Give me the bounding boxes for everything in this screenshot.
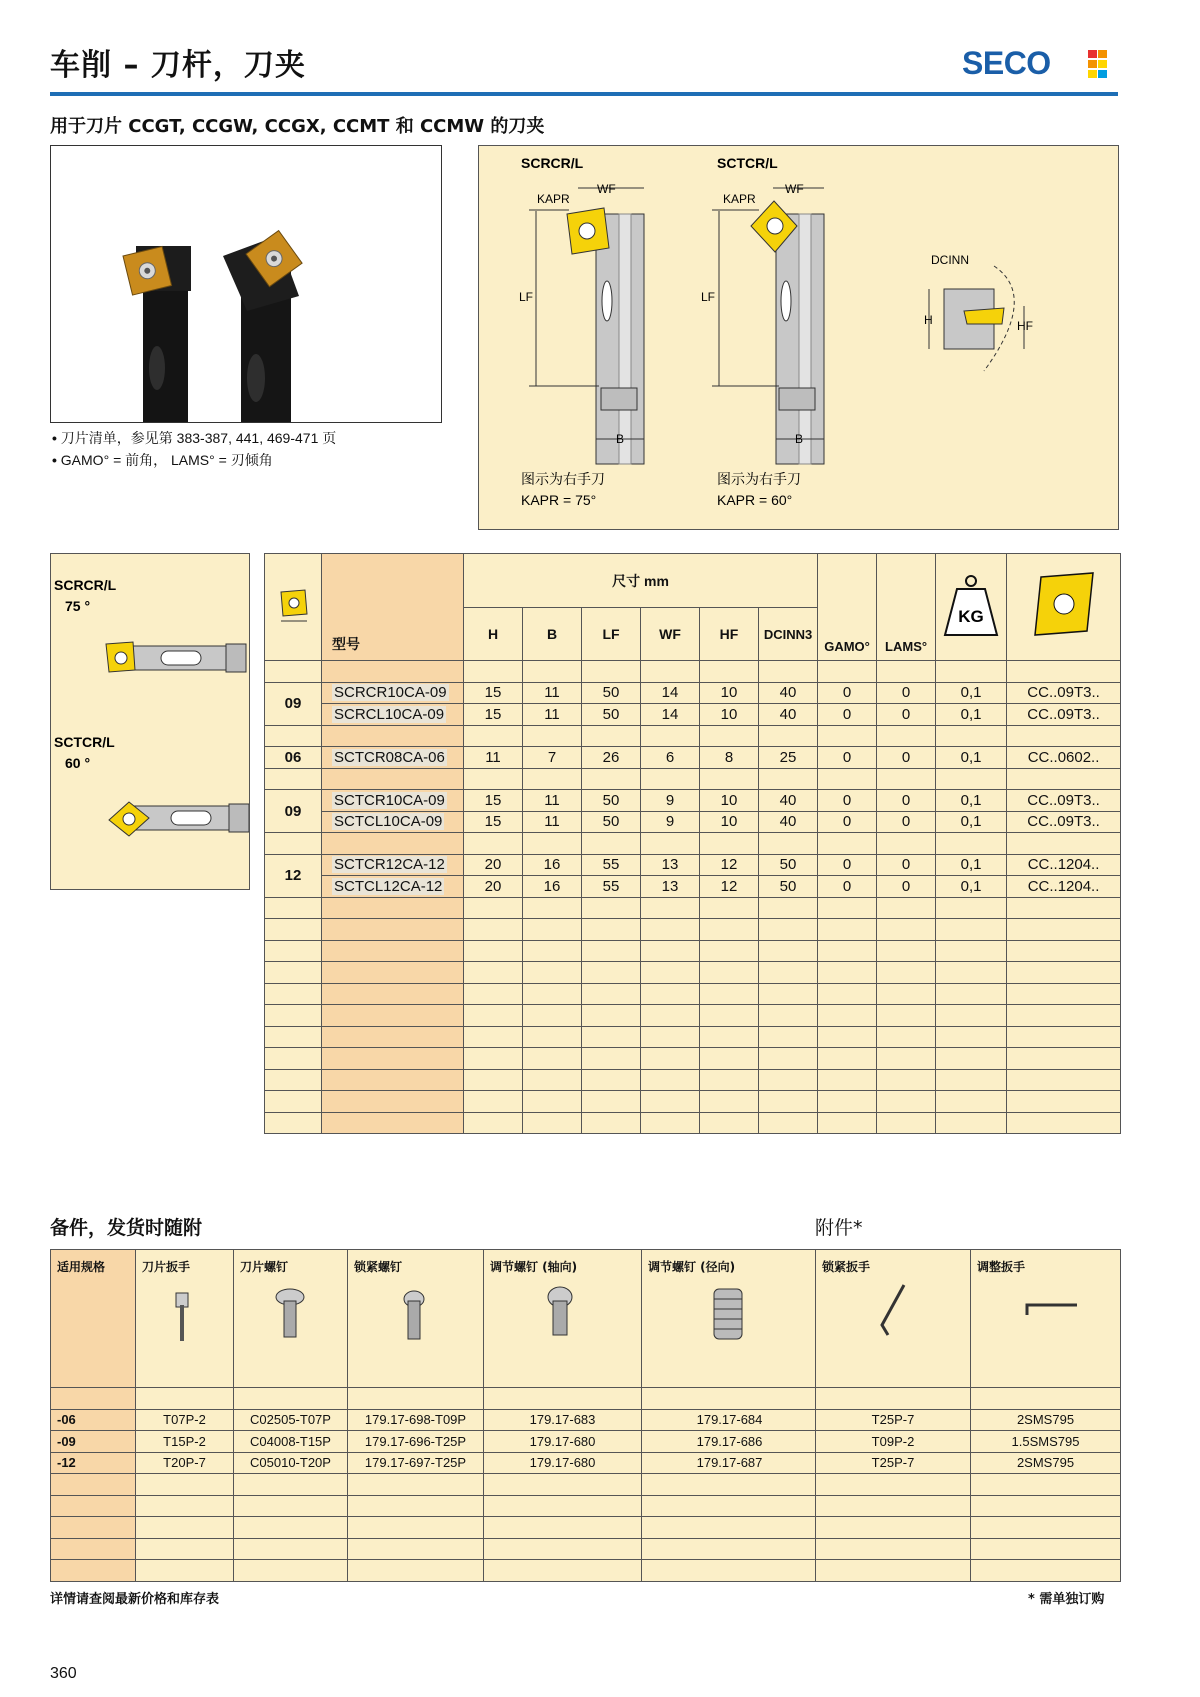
parts-row: -12 T20P-7 C05010-T20P 179.17-697-T25P 179.17-680 179.17-687	[51, 1452, 818, 1474]
insert-screw-icon	[240, 1275, 340, 1355]
sctcr-holder-icon	[109, 802, 249, 836]
table-row: 06 SCTCR08CA-06 11 7 26 6 8 25 0 0 0,1 CC..0602..	[265, 747, 1121, 769]
insert-key-header: 刀片扳手	[136, 1250, 234, 1388]
axial-screw-header: 调节螺钉 (轴向)	[484, 1250, 642, 1388]
svg-text:H: H	[924, 313, 933, 327]
svg-text:KG: KG	[958, 606, 984, 626]
table-row: 09 SCTCR10CA-09 15 11 50 9 10 40 0 0 0,1 CC..09T3..	[265, 790, 1121, 812]
sctcr-drawing	[701, 182, 824, 464]
clamp-key-icon	[822, 1275, 962, 1355]
diagram-left-title: SCRCR/L	[521, 155, 584, 171]
svg-text:60 °: 60 °	[65, 755, 91, 771]
model-code: SCTCR12CA-12	[334, 856, 445, 874]
scrcr-holder-icon	[106, 642, 246, 672]
accessory-row: T25P-7 2SMS795	[816, 1452, 1121, 1474]
hf-header: HF	[700, 608, 759, 661]
empty-row	[265, 1069, 1121, 1091]
empty-row	[265, 1091, 1121, 1113]
header-rule	[50, 92, 1118, 96]
right-caption-1: 图示为右手刀	[717, 471, 801, 487]
model-header: 型号	[322, 554, 464, 661]
model-code: SCTCL12CA-12	[334, 877, 443, 895]
accessory-row: T25P-7 2SMS795	[816, 1409, 1121, 1431]
insert-icon	[1029, 571, 1099, 641]
wf-header: WF	[641, 608, 700, 661]
page-title: 车削 – 刀杆，刀夹	[50, 48, 306, 83]
torx-key-icon	[142, 1275, 222, 1355]
clamp-key-header: 锁紧扳手	[816, 1250, 971, 1388]
radial-screw-header: 调节螺钉 (径向)	[642, 1250, 818, 1388]
model-code: SCTCR08CA-06	[334, 748, 445, 766]
holder-table	[264, 553, 1121, 1134]
empty-row	[265, 962, 1121, 984]
svg-text:HF: HF	[1017, 319, 1033, 333]
gamo-header: GAMO°	[818, 554, 877, 661]
lams-header: LAMS°	[877, 554, 936, 661]
empty-row	[265, 919, 1121, 941]
insert-size-cell: 06	[265, 747, 322, 769]
empty-row	[265, 940, 1121, 962]
clamp-screw-header: 锁紧螺钉	[348, 1250, 484, 1388]
table-row: 09 SCRCR10CA-09 15 11 50 14 10 40 0 0 0,1 CC..09T3..	[265, 682, 1121, 704]
empty-row	[265, 983, 1121, 1005]
page-number: 360	[50, 1665, 77, 1682]
svg-text:DCINN: DCINN	[931, 253, 969, 267]
weight-header	[936, 554, 1007, 661]
insert-size-header	[265, 554, 322, 661]
left-caption-1: 图示为右手刀	[521, 471, 605, 487]
svg-text:WF: WF	[597, 182, 616, 196]
dimensions-group-header: 尺寸 mm	[464, 554, 818, 608]
parts-row: -09 T15P-2 C04008-T15P 179.17-696-T25P 179.17-680 179.17-686	[51, 1431, 818, 1453]
empty-row	[265, 1112, 1121, 1134]
model-code: SCRCR10CA-09	[334, 684, 447, 702]
adjust-key-header: 调整扳手	[971, 1250, 1121, 1388]
product-photo	[50, 145, 442, 423]
note-item: • 刀片清单，参见第 383-387, 441, 469-471 页	[52, 427, 336, 449]
empty-row	[265, 1026, 1121, 1048]
model-code: SCTCL10CA-09	[334, 813, 443, 831]
dimension-diagram	[478, 145, 1119, 530]
diagram-right-title: SCTCR/L	[717, 155, 778, 171]
left-caption-2: KAPR = 75°	[521, 492, 597, 508]
accessory-row: T09P-2 1.5SMS795	[816, 1431, 1121, 1453]
h-header: H	[464, 608, 523, 661]
svg-text:LF: LF	[701, 290, 716, 304]
svg-text:SCTCR/L: SCTCR/L	[54, 734, 115, 750]
svg-text:KAPR: KAPR	[537, 192, 570, 206]
insert-size-cell: 09	[265, 682, 322, 725]
page-subtitle: 用于刀片 CCGT, CCGW, CCGX, CCMT 和 CCMW 的刀夹	[50, 116, 545, 137]
b-header: B	[523, 608, 582, 661]
empty-row	[265, 1048, 1121, 1070]
insert-size-icon	[275, 588, 311, 624]
radial-screw-icon	[648, 1275, 808, 1355]
spare-parts-table	[50, 1249, 818, 1582]
spec-header: 适用规格	[51, 1250, 136, 1388]
table-row: SCTCL12CA-12 20 16 55 13 12 50 0 0 0,1 CC..1204..	[265, 876, 1121, 898]
parts-row: -06 T07P-2 C02505-T07P 179.17-698-T09P 179.17-683 179.17-684	[51, 1409, 818, 1431]
svg-text:75 °: 75 °	[65, 598, 91, 614]
svg-text:LF: LF	[519, 290, 534, 304]
spare-parts-title: 备件，发货时随附	[50, 1217, 203, 1239]
notes-list	[52, 427, 336, 471]
insert-size-cell: 09	[265, 790, 322, 833]
clamp-screw-icon	[354, 1275, 474, 1355]
svg-text:WF: WF	[785, 182, 804, 196]
insert-screw-header: 刀片螺钉	[234, 1250, 348, 1388]
empty-row	[265, 897, 1121, 919]
axial-screw-icon	[490, 1275, 630, 1355]
accessories-title: 附件*	[815, 1217, 863, 1239]
note-item: • GAMO° = 前角， LAMS° = 刃倾角	[52, 449, 336, 471]
accessories-table	[815, 1249, 1121, 1582]
svg-text:SCRCR/L: SCRCR/L	[54, 577, 117, 593]
end-view-drawing	[924, 253, 1033, 371]
insert-header	[1007, 554, 1121, 661]
brand-logo: SECO	[962, 45, 1051, 81]
insert-size-cell: 12	[265, 854, 322, 897]
footer-note: 详情请查阅最新价格和库存表	[50, 1592, 220, 1607]
lf-header: LF	[582, 608, 641, 661]
scrcr-drawing	[519, 182, 644, 464]
brand-logo-mark-icon	[1088, 50, 1118, 78]
svg-text:KAPR: KAPR	[723, 192, 756, 206]
model-code: SCRCL10CA-09	[334, 705, 445, 723]
svg-text:B: B	[616, 432, 625, 446]
right-caption-2: KAPR = 60°	[717, 492, 793, 508]
table-row: SCRCL10CA-09 15 11 50 14 10 40 0 0 0,1 CC..09T3..	[265, 704, 1121, 726]
weight-icon	[943, 573, 999, 639]
holder-style-panel	[50, 553, 250, 890]
model-code: SCTCR10CA-09	[334, 791, 445, 809]
empty-row	[265, 1005, 1121, 1027]
svg-text:B: B	[795, 432, 804, 446]
table-row: SCTCL10CA-09 15 11 50 9 10 40 0 0 0,1 CC..09T3..	[265, 811, 1121, 833]
table-row: 12 SCTCR12CA-12 20 16 55 13 12 50 0 0 0,1 CC..1204..	[265, 854, 1121, 876]
footer-order-note: * 需单独订购	[1028, 1592, 1105, 1607]
dcinn3-header: DCINN3	[759, 608, 818, 661]
hex-key-icon	[977, 1275, 1117, 1355]
